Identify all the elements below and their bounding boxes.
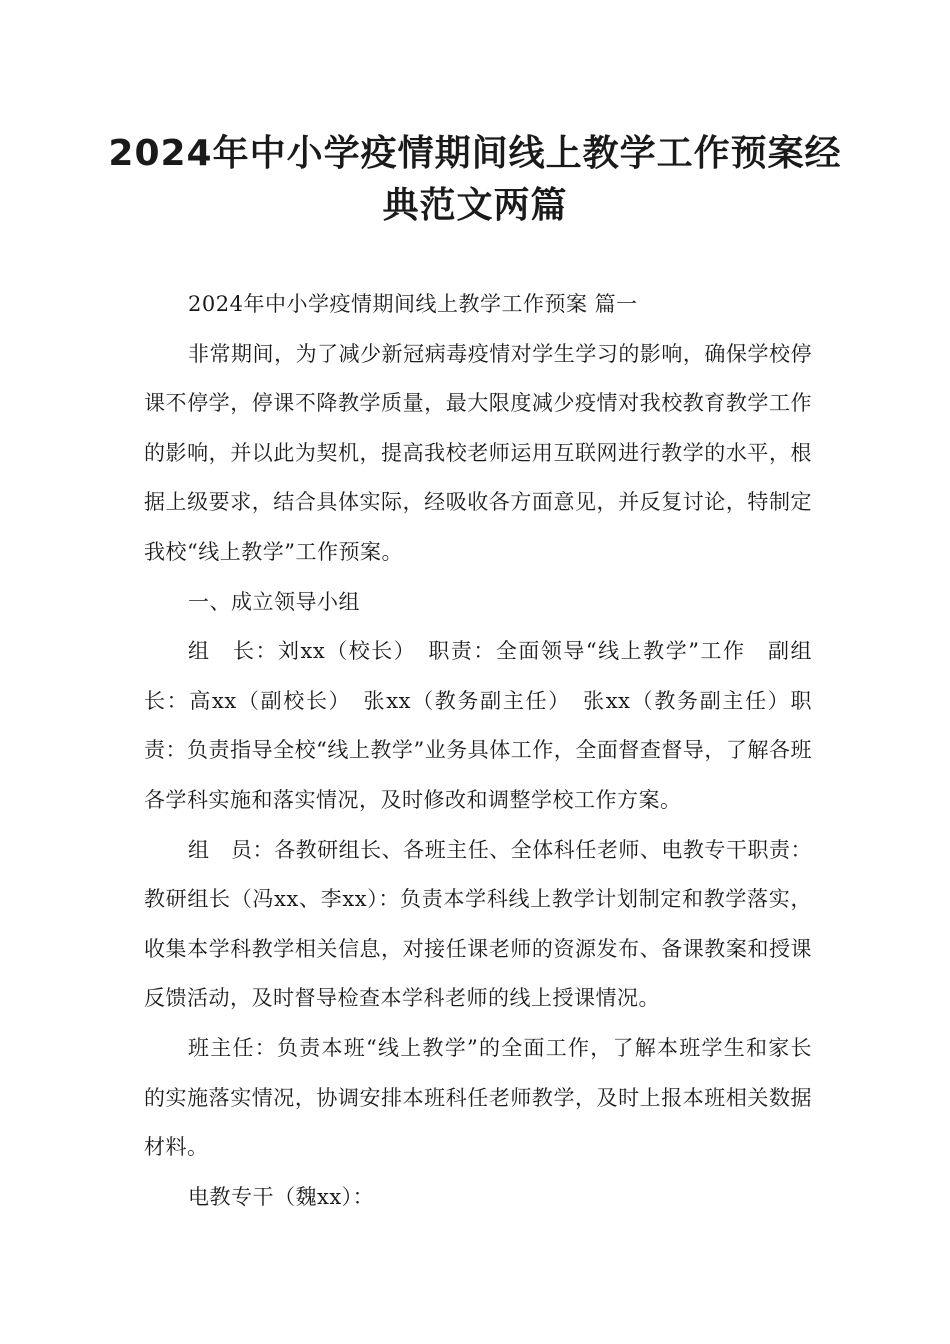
section-heading-leadership-group: 一、成立领导小组 [188, 589, 360, 614]
document-body [144, 280, 812, 1222]
members-paragraph: 组 员：各教研组长、各班主任、全体科任老师、电教专干职责：教研组长（冯xx、李xx）：负责本学科线上教学计划制定和教学落实，收集本学科教学相关信息，对接任课老师的资源发布、备课教案和授课反馈活动，及时督导检查本学科老师的线上授课情况。 [144, 837, 812, 1011]
leaders-paragraph: 组 长：刘xx（校长） 职责：全面领导“线上教学”工作 副组长：高xx（副校长） 张xx（教务副主任） 张xx（教务副主任）职责：负责指导全校“线上教学”业务具体工作，全面督查督导，了解各班各学科实施和落实情况，及时修改和调整学校工作方案。 [144, 639, 812, 812]
class-teacher-paragraph: 班主任：负责本班“线上教学”的全面工作，了解本班学生和家长的实施落实情况，协调安排本班科任老师教学，及时上报本班相关数据材料。 [144, 1035, 812, 1160]
section-heading-part-one: 2024年中小学疫情期间线上教学工作预案 篇一 [188, 292, 638, 316]
document-title: 2024年中小学疫情期间线上教学工作预案经典范文两篇 [108, 133, 842, 226]
intro-paragraph: 非常期间，为了减少新冠病毒疫情对学生学习的影响，确保学校停课不停学，停课不降教学质量，最大限度减少疫情对我校教育教学工作的影响，并以此为契机，提高我校老师运用互联网进行教学的水平，根据上级要求，结合具体实际，经吸收各方面意见，并反复讨论，特制定我校“线上教学”工作预案。 [144, 341, 812, 564]
av-staff-paragraph: 电教专干（魏xx）： [188, 1184, 375, 1209]
